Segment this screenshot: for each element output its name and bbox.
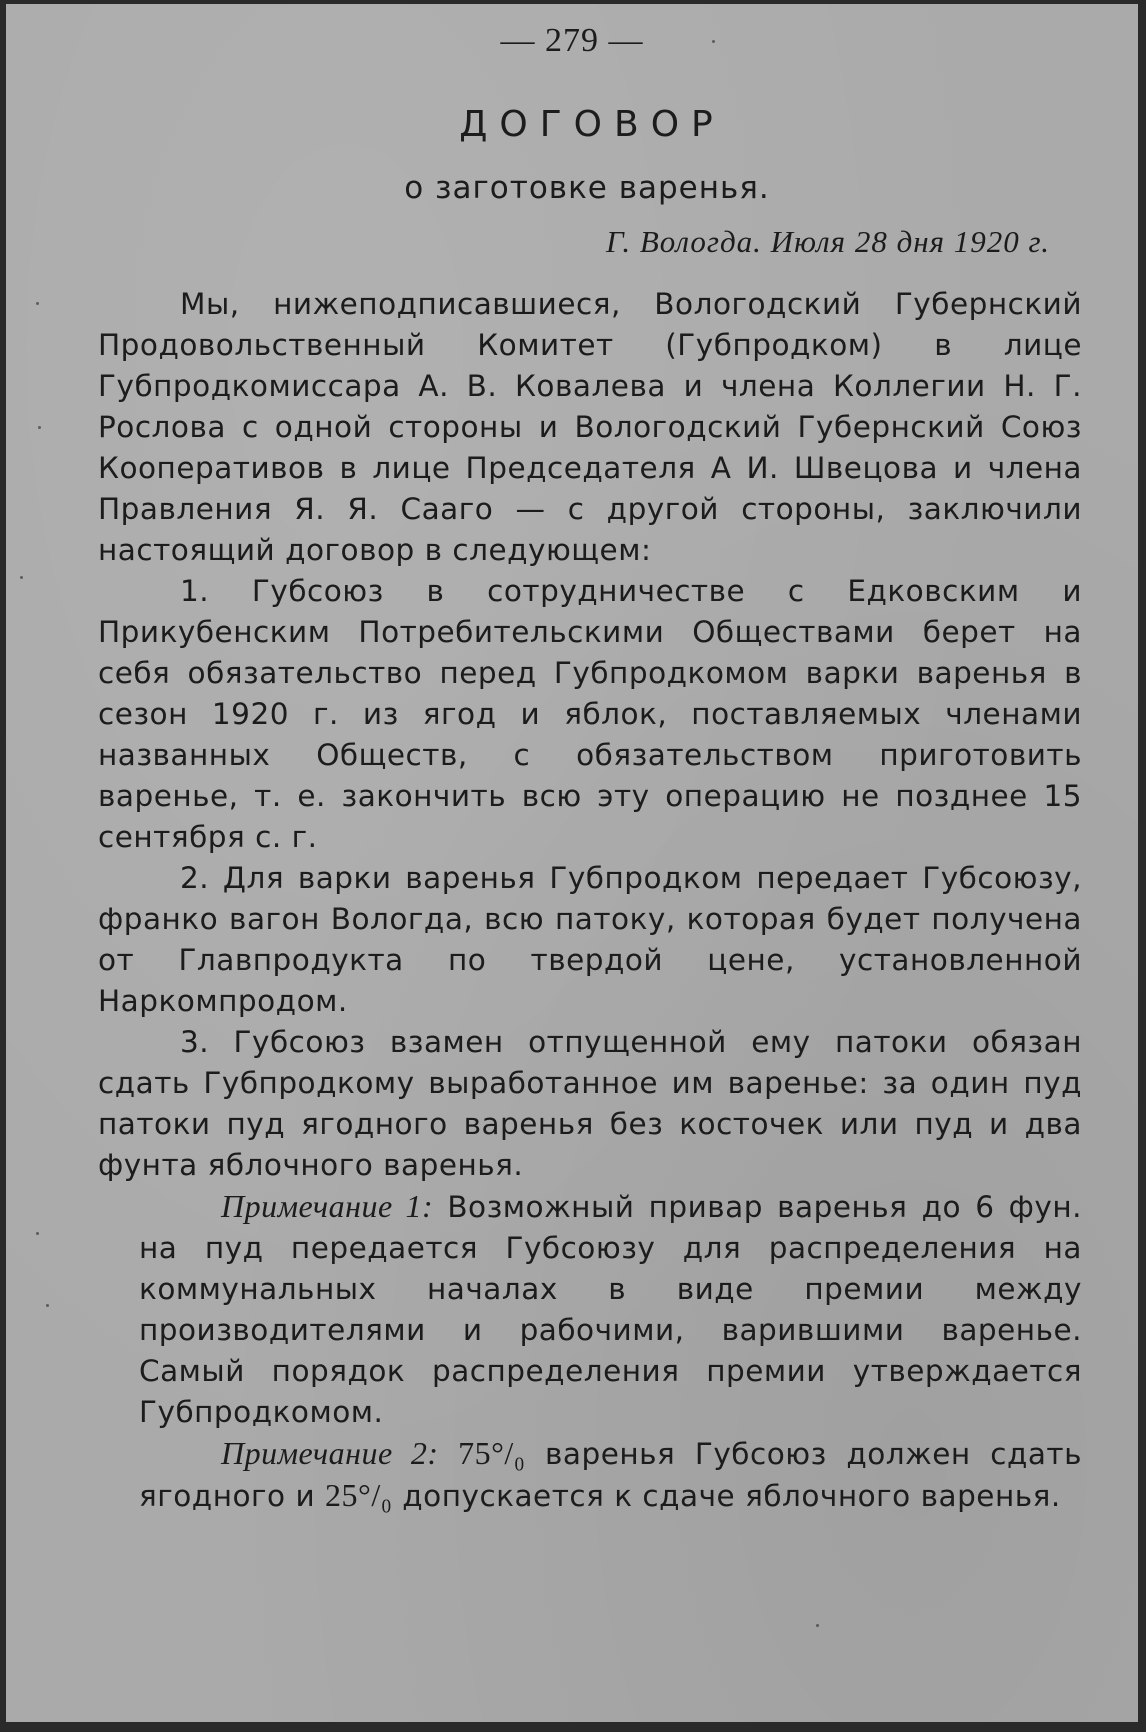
note-1-paragraph xyxy=(139,1186,1082,1433)
paper-speck xyxy=(46,1304,49,1307)
paper-speck xyxy=(816,1624,819,1627)
paper-speck xyxy=(36,302,39,305)
paper-speck xyxy=(38,426,41,429)
note-2-percent-b: 25°/₀ xyxy=(325,1477,393,1513)
note-1-label: Примечание 1: xyxy=(221,1188,434,1224)
note-2-paragraph xyxy=(139,1433,1082,1517)
preamble-paragraph: Мы, нижеподписавшиеся, Вологодский Губернский Продовольственный Комитет (Губпродком) в лице Губпродкомиссара А. В. Ковалева и члена Коллегии Н. Г. Рослова с одной стороны и Вологодский Губернский Союз Кооперативов в лице Председателя А И. Швецова и члена Правления Я. Я. Сааго — с другой стороны, заключили настоящий договор в следующем: xyxy=(98,287,1082,567)
dateline: Г. Вологда. Июля 28 дня 1920 г. xyxy=(606,224,1050,259)
note-1-text: Возможный привар варенья до 6 фун. на пуд передается Губсоюзу для распределения на коммунальных началах в виде премии между производителями и рабочими, варившими варенье. Самый порядок распределения премии утверждается Губпродкомом. xyxy=(139,1190,1082,1429)
note-2-text-a: варенья Губсоюз должен сдать ягодного и xyxy=(139,1437,1082,1513)
contract-body xyxy=(98,284,1082,1517)
document-subtitle: о заготовке варенья. xyxy=(404,170,770,206)
note-2-label: Примечание 2: xyxy=(221,1435,439,1471)
clause-2-paragraph: 2. Для варки варенья Губпродком передает Губсоюзу, франко вагон Вологда, всю патоку, которая будет получена от Главпродукта по твердой цене, установленной Наркомпродом. xyxy=(98,861,1082,1018)
clause-1-paragraph: 1. Губсоюз в сотрудничестве с Едковским и Прикубенским Потребительскими Обществами берет на себя обязательство перед Губпродкомом варки варенья в сезон 1920 г. из ягод и яблок, поставляемых членами названных Обществ, с обязательством приготовить варенье, т. е. закончить всю эту операцию не позднее 15 сентября с. г. xyxy=(98,574,1082,854)
paper-speck xyxy=(712,40,715,43)
paper-speck xyxy=(36,1232,39,1235)
clause-3-paragraph: 3. Губсоюз взамен отпущенной ему патоки обязан сдать Губпродкому выработанное им варенье: за один пуд патоки пуд ягодного варенья без косточек или пуд и два фунта яблочного варенья. xyxy=(98,1025,1082,1182)
page-number: — 279 — xyxy=(500,22,644,59)
paper-speck xyxy=(20,576,23,579)
note-2-percent-a: 75°/₀ xyxy=(458,1435,526,1471)
document-page xyxy=(6,4,1138,1722)
note-2-text-b: допускается к сдаче яблочного варенья. xyxy=(402,1479,1061,1513)
document-title: ДОГОВОР xyxy=(459,104,725,145)
